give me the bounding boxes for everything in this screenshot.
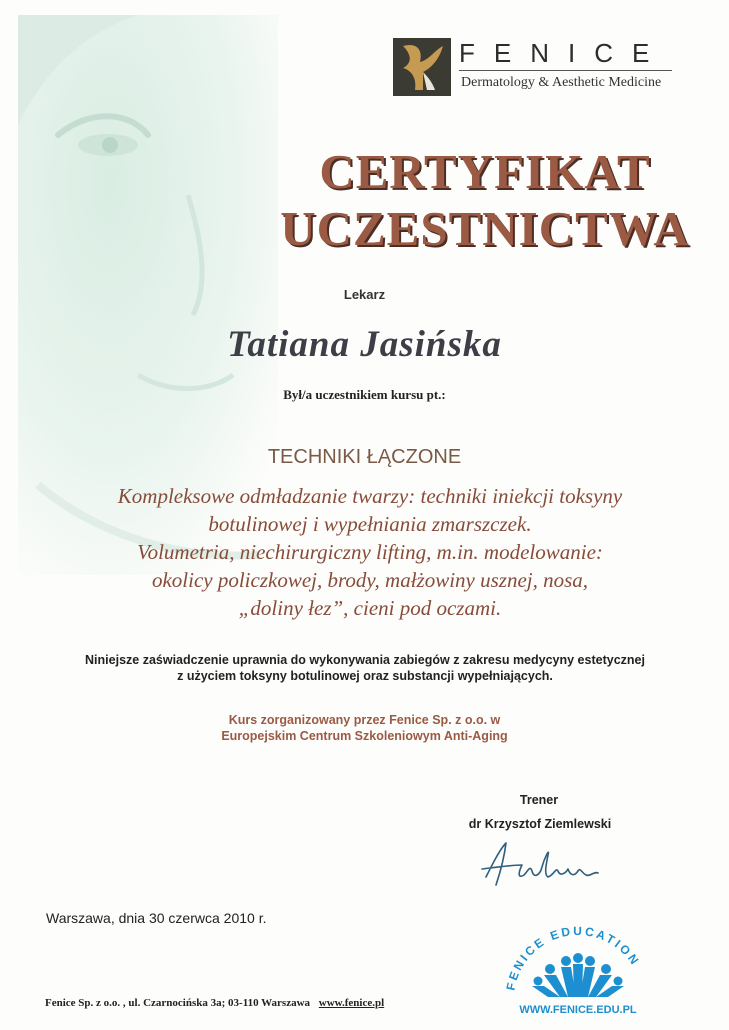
logo-wordmark: FENICE <box>459 38 669 68</box>
course-description-line: Volumetria, niechirurgiczny lifting, m.in. modelowanie: <box>137 540 603 564</box>
logo-divider <box>459 70 672 71</box>
fenice-logo <box>393 38 676 96</box>
participant-name: Tatiana Jasińska <box>227 324 502 365</box>
course-description-line: okolicy policzkowej, brody, małżowiny usznej, nosa, <box>151 568 589 592</box>
course-description-line: Kompleksowe odmładzanie twarzy: techniki iniekcji toksyny <box>117 484 623 508</box>
participation-text: Był/a uczestnikiem kursu pt.: <box>283 387 446 402</box>
edu-arc-text: FENICE EDUCATION <box>503 925 643 992</box>
people-ring-icon <box>532 953 624 997</box>
trainer-name: dr Krzysztof Ziemlewski <box>468 817 612 831</box>
edu-url: WWW.FENICE.EDU.PL <box>519 1004 637 1016</box>
fenice-education-logo <box>498 925 658 1020</box>
organizer-line: Kurs zorganizowany przez Fenice Sp. z o.o. w <box>228 713 501 727</box>
organizer-note <box>0 712 729 744</box>
course-description <box>30 482 710 622</box>
statement-line: Niniejsze zaświadczenie uprawnia do wykonywania zabiegów z zakresu medycyny estetycznej <box>85 653 645 667</box>
authorization-statement <box>20 652 710 684</box>
footer-address <box>45 997 384 1009</box>
company-website-link[interactable]: www.fenice.pl <box>318 997 385 1009</box>
trainer-label: Trener <box>519 793 559 807</box>
certificate-title-line1: CERTYFIKAT <box>319 144 651 199</box>
course-description-line: „doliny łez”, cieni pod oczami. <box>238 596 502 620</box>
course-title: TECHNIKI ŁĄCZONE <box>267 446 462 468</box>
trainer-signature <box>478 835 618 895</box>
company-address: Fenice Sp. z o.o. , ul. Czarnocińska 3a; 03-110 Warszawa <box>45 997 311 1009</box>
course-description-line: botulinowej i wypełniania zmarszczek. <box>208 512 532 536</box>
organizer-line: Europejskim Centrum Szkoleniowym Anti-Aging <box>221 729 508 743</box>
participant-role: Lekarz <box>343 287 386 302</box>
statement-line: z użyciem toksyny botulinowej oraz substancji wypełniających. <box>177 669 553 683</box>
place-and-date: Warszawa, dnia 30 czerwca 2010 r. <box>46 910 267 926</box>
phoenix-logo-icon <box>393 38 451 96</box>
certificate-title-line2: UCZESTNICTWA <box>280 201 690 256</box>
logo-subtitle: Dermatology & Aesthetic Medicine <box>461 75 662 90</box>
